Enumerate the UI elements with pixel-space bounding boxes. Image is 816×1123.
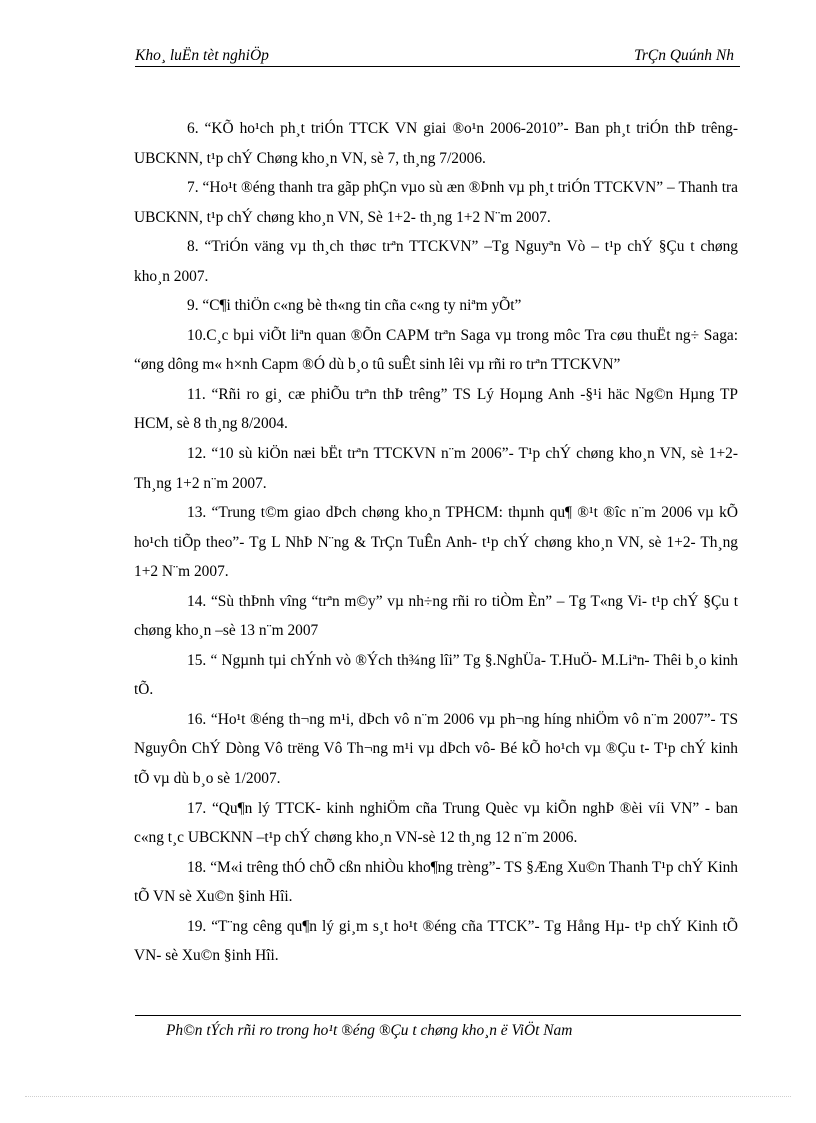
reference-item-6: 6. “KÕ ho¹ch ph¸t triÓn TTCK VN giai ®o¹n 2006-2010”- Ban ph¸t triÓn thÞ trêng- UBCKNN, t¹p chÝ Chøng kho¸n VN, sè 7, th¸ng 7/2006. xyxy=(134,120,738,167)
reference-item-18: 18. “M«i trêng thÓ chÕ cßn nhiÒu kho¶ng trèng”- TS §Æng Xu©n Thanh T¹p chÝ Kinh tÕ VN sè Xu©n §inh Hîi. xyxy=(134,858,738,906)
page-header xyxy=(135,44,740,67)
footer-thesis-title: Ph©n tÝch rñi ro trong ho¹t ®éng ®Çu t chøng kho¸n ë ViÖt Nam xyxy=(166,1022,573,1039)
reference-item-11: 11. “Rñi ro gi¸ cæ phiÕu trªn thÞ trêng” TS Lý Hoµng Anh -§¹i häc Ng©n Hµng TP HCM, sè 8 th¸ng 8/2004. xyxy=(134,385,738,433)
reference-item-19: 19. “T¨ng cêng qu¶n lý gi¸m s¸t ho¹t ®éng cña TTCK”- Tg Hång Hµ- t¹p chÝ Kinh tÕ VN- sè Xu©n §inh Hîi. xyxy=(134,917,738,965)
reference-item-14: 14. “Sù thÞnh vîng “trªn m©y” vµ nh÷ng rñi ro tiÒm Èn” – Tg T«ng Vi- t¹p chÝ §Çu t chøng kho¸n –sè 13 n¨m 2007 xyxy=(134,592,738,640)
reference-item-13: 13. “Trung t©m giao dÞch chøng kho¸n TPHCM: thµnh qu¶ ®¹t ®îc n¨m 2006 vµ kÕ ho¹ch tiÕp theo”- Tg L NhÞ N¨ng & TrÇn TuÊn Anh- t¹p chÝ chøng kho¸n VN, sè 1+2- Th¸ng 1+2 N¨m 2007. xyxy=(134,504,738,581)
reference-item-10: 10.C¸c bµi viÕt liªn quan ®Õn CAPM trªn Saga vµ trong môc Tra cøu thuËt ng÷ Saga: “øng dông m« h×nh Capm ®Ó dù b¸o tû suÊt sinh lêi vµ rñi ro trªn TTCKVN” xyxy=(134,326,738,374)
header-author-name: TrÇn Quúnh Nh xyxy=(634,47,734,64)
reference-item-16: 16. “Ho¹t ®éng th¬ng m¹i, dÞch vô n¨m 2006 vµ ph¬ng híng nhiÖm vô n¨m 2007”- TS NguyÔn ChÝ Dòng Vô trëng Vô Th¬ng m¹i vµ dÞch vô- Bé kÕ ho¹ch vµ ®Çu t- T¹p chÝ kinh tÕ vµ dù b¸o sè 1/2007. xyxy=(134,710,738,788)
page-bottom-edge xyxy=(25,1096,791,1097)
reference-item-8: 8. “TriÓn väng vµ th¸ch thøc trªn TTCKVN” –Tg Nguyªn Vò – t¹p chÝ §Çu t chøng kho¸n 2007. xyxy=(134,238,738,285)
reference-item-12: 12. “10 sù kiÖn næi bËt trªn TTCKVN n¨m 2006”- T¹p chÝ chøng kho¸n VN, sè 1+2- Th¸ng 1+2 n¨m 2007. xyxy=(134,445,738,492)
reference-list xyxy=(134,114,738,971)
reference-item-15: 15. “ Ngµnh tµi chÝnh vò ®Ých th¾ng lîi” Tg §.NghÜa- T.HuÖ- M.Liªn- Thêi b¸o kinh tÕ. xyxy=(134,651,738,699)
reference-item-17: 17. “Qu¶n lý TTCK- kinh nghiÖm cña Trung Quèc vµ kiÕn nghÞ ®èi víi VN” - ban c«ng t¸c UBCKNN –t¹p chÝ chøng kho¸n VN-sè 12 th¸ng 12 n¨m 2006. xyxy=(134,799,738,847)
header-document-type: Kho¸ luËn tèt nghiÖp xyxy=(135,47,269,64)
reference-item-9: 9. “C¶i thiÖn c«ng bè th«ng tin cña c«ng ty niªm yÕt” xyxy=(187,297,522,315)
reference-item-7: 7. “Ho¹t ®éng thanh tra gãp phÇn vµo sù æn ®Þnh vµ ph¸t triÓn TTCKVN” – Thanh tra UBCKNN, t¹p chÝ chøng kho¸n VN, Sè 1+2- th¸ng 1+2 N¨m 2007. xyxy=(134,179,738,226)
page-footer xyxy=(135,1015,741,1039)
